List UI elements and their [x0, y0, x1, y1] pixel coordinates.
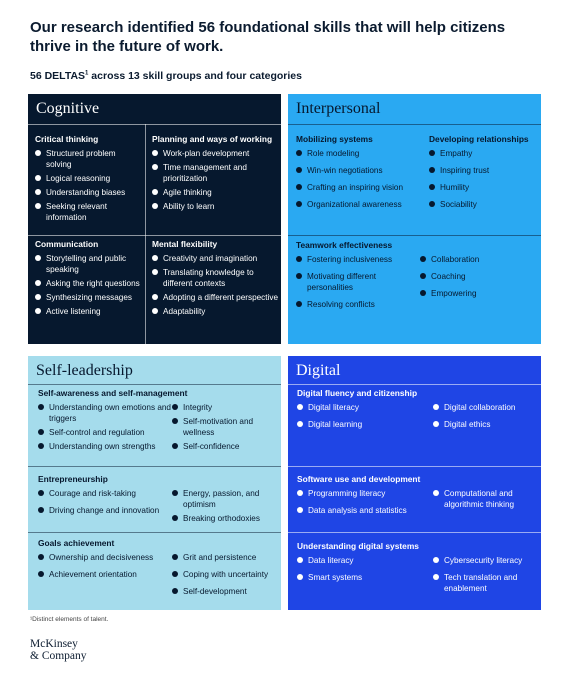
group-digital-fluency — [297, 388, 537, 436]
bullet-dot-icon — [297, 507, 303, 513]
cognitive-panel — [28, 94, 281, 344]
skill-item — [38, 488, 172, 499]
group-planning — [152, 134, 278, 215]
bullet-dot-icon — [297, 557, 303, 563]
skill-label: Translating knowledge to different contexts — [163, 268, 254, 288]
skill-item — [172, 552, 276, 563]
skill-item — [152, 292, 278, 303]
skill-list — [433, 402, 537, 436]
skill-label: Understanding own emotions and triggers — [49, 403, 171, 423]
skill-label: Time management and prioritization — [163, 163, 247, 183]
skill-item — [38, 441, 172, 452]
divider — [28, 384, 281, 385]
skill-item — [433, 488, 537, 510]
skill-label: Motivating different personalities — [307, 272, 377, 292]
bullet-dot-icon — [38, 571, 44, 577]
skill-label: Asking the right questions — [46, 279, 140, 288]
group-title: Planning and ways of working — [152, 134, 273, 144]
group-title: Software use and development — [297, 474, 421, 484]
skill-label: Tech translation and enablement — [444, 573, 518, 593]
skill-label: Smart systems — [308, 573, 363, 582]
skill-item — [297, 505, 433, 516]
skill-label: Adaptability — [163, 307, 206, 316]
bullet-dot-icon — [297, 490, 303, 496]
subtitle-main: 56 DELTAS — [30, 70, 86, 82]
skill-label: Sociability — [440, 200, 477, 209]
bullet-dot-icon — [172, 404, 178, 410]
skill-list — [38, 552, 172, 603]
skill-item — [35, 278, 143, 289]
skill-list — [38, 488, 172, 527]
bullet-dot-icon — [420, 290, 426, 296]
group-title: Teamwork effectiveness — [296, 240, 393, 250]
bullet-dot-icon — [429, 184, 435, 190]
skill-label: Role modeling — [307, 149, 360, 158]
interpersonal-panel — [288, 94, 541, 344]
bullet-dot-icon — [296, 273, 302, 279]
bullet-dot-icon — [35, 280, 41, 286]
skill-list — [296, 148, 424, 210]
bullet-dot-icon — [152, 269, 158, 275]
bullet-dot-icon — [152, 308, 158, 314]
skill-item — [172, 569, 276, 580]
skill-item — [38, 402, 172, 424]
skill-item — [433, 555, 537, 566]
bullet-dot-icon — [172, 554, 178, 560]
skill-label: Structured problem solving — [46, 149, 116, 169]
bullet-dot-icon — [429, 167, 435, 173]
skill-item — [297, 419, 433, 430]
group-title: Communication — [35, 239, 99, 249]
group-developing-relationships — [429, 134, 539, 216]
skill-label: Ability to learn — [163, 202, 215, 211]
skill-label: Self-confidence — [183, 442, 240, 451]
skill-item — [35, 253, 143, 275]
skill-label: Self-control and regulation — [49, 428, 145, 437]
skill-label: Synthesizing messages — [46, 293, 133, 302]
skill-label: Win-win negotiations — [307, 166, 383, 175]
divider — [288, 384, 541, 385]
skill-item — [152, 148, 278, 159]
cognitive-heading: Cognitive — [36, 100, 100, 117]
divider — [288, 532, 541, 533]
skill-label: Resolving conflicts — [307, 300, 375, 309]
skill-item — [152, 253, 278, 264]
bullet-dot-icon — [420, 273, 426, 279]
group-title: Self-awareness and self-management — [38, 388, 188, 398]
skill-label: Computational and algorithmic thinking — [444, 489, 515, 509]
bullet-dot-icon — [433, 421, 439, 427]
skill-item — [296, 148, 424, 159]
group-title: Goals achievement — [38, 538, 115, 548]
skill-item — [297, 402, 433, 413]
group-teamwork — [296, 240, 536, 316]
bullet-dot-icon — [296, 167, 302, 173]
bullet-dot-icon — [172, 588, 178, 594]
bullet-dot-icon — [172, 443, 178, 449]
skill-label: Storytelling and public speaking — [46, 254, 127, 274]
skill-label: Data analysis and statistics — [308, 506, 407, 515]
skill-item — [172, 586, 276, 597]
page-subtitle — [30, 70, 302, 82]
skill-item — [172, 441, 276, 452]
skill-label: Adopting a different perspective — [163, 293, 279, 302]
divider — [288, 235, 541, 236]
skill-label: Inspiring trust — [440, 166, 490, 175]
bullet-dot-icon — [433, 574, 439, 580]
bullet-dot-icon — [35, 294, 41, 300]
divider — [28, 532, 281, 533]
bullet-dot-icon — [172, 418, 178, 424]
skill-item — [35, 292, 143, 303]
skill-label: Digital literacy — [308, 403, 359, 412]
group-title: Mental flexibility — [152, 239, 218, 249]
bullet-dot-icon — [420, 256, 426, 262]
skill-item — [38, 505, 172, 516]
bullet-dot-icon — [152, 164, 158, 170]
self-leadership-panel — [28, 356, 281, 610]
bullet-dot-icon — [152, 150, 158, 156]
skill-item — [152, 267, 278, 289]
skill-list — [152, 253, 278, 317]
skill-label: Understanding biases — [46, 188, 126, 197]
skill-item — [35, 306, 143, 317]
bullet-dot-icon — [152, 255, 158, 261]
bullet-dot-icon — [172, 515, 178, 521]
skill-label: Cybersecurity literacy — [444, 556, 523, 565]
skill-list — [297, 488, 433, 522]
bullet-dot-icon — [429, 201, 435, 207]
bullet-dot-icon — [296, 150, 302, 156]
skill-label: Driving change and innovation — [49, 506, 160, 515]
skill-list — [35, 148, 141, 223]
skill-item — [38, 552, 172, 563]
bullet-dot-icon — [296, 301, 302, 307]
skill-item — [38, 569, 172, 580]
skill-label: Digital learning — [308, 420, 363, 429]
skill-label: Self-development — [183, 587, 247, 596]
group-digital-systems — [297, 541, 537, 600]
skill-item — [429, 165, 539, 176]
skill-item — [35, 187, 141, 198]
skill-item — [433, 419, 537, 430]
divider — [28, 235, 281, 236]
group-title: Developing relationships — [429, 134, 529, 144]
bullet-dot-icon — [38, 490, 44, 496]
skill-label: Active listening — [46, 307, 101, 316]
subtitle-rest: across 13 skill groups and four categories — [88, 70, 302, 82]
footnote: ¹Distinct elements of talent. — [30, 616, 109, 623]
bullet-dot-icon — [35, 203, 41, 209]
digital-panel — [288, 356, 541, 610]
skill-label: Empowering — [431, 289, 477, 298]
divider — [145, 124, 146, 344]
skill-list — [35, 253, 143, 317]
skill-item — [296, 199, 424, 210]
skill-label: Logical reasoning — [46, 174, 111, 183]
logo-line-2: & Company — [30, 650, 87, 662]
bullet-dot-icon — [429, 150, 435, 156]
group-mobilizing-systems — [296, 134, 424, 216]
skill-label: Achievement orientation — [49, 570, 137, 579]
divider — [288, 124, 541, 125]
skill-item — [296, 299, 420, 310]
skill-label: Courage and risk-taking — [49, 489, 136, 498]
interpersonal-heading: Interpersonal — [296, 100, 381, 117]
skill-list — [172, 402, 276, 455]
skill-item — [429, 199, 539, 210]
skill-item — [152, 306, 278, 317]
skill-label: Coaching — [431, 272, 466, 281]
bullet-dot-icon — [35, 175, 41, 181]
bullet-dot-icon — [38, 507, 44, 513]
bullet-dot-icon — [172, 490, 178, 496]
skill-list — [297, 555, 433, 600]
digital-heading: Digital — [296, 362, 341, 379]
skill-item — [429, 182, 539, 193]
skill-item — [172, 402, 276, 413]
bullet-dot-icon — [38, 429, 44, 435]
skill-item — [296, 271, 420, 293]
skill-label: Breaking orthodoxies — [183, 514, 260, 523]
group-entrepreneurship — [38, 474, 278, 527]
skill-label: Ownership and decisiveness — [49, 553, 154, 562]
divider — [28, 466, 281, 467]
bullet-dot-icon — [35, 308, 41, 314]
bullet-dot-icon — [152, 203, 158, 209]
skill-list — [297, 402, 433, 436]
bullet-dot-icon — [433, 490, 439, 496]
skill-item — [35, 173, 141, 184]
skill-list — [38, 402, 172, 455]
bullet-dot-icon — [38, 554, 44, 560]
bullet-dot-icon — [433, 404, 439, 410]
bullet-dot-icon — [297, 574, 303, 580]
group-title: Digital fluency and citizenship — [297, 388, 418, 398]
skill-label: Digital collaboration — [444, 403, 516, 412]
skill-item — [296, 254, 420, 265]
skill-item — [433, 572, 537, 594]
skill-list — [429, 148, 539, 210]
skill-item — [172, 488, 276, 510]
skill-item — [172, 416, 276, 438]
bullet-dot-icon — [296, 184, 302, 190]
bullet-dot-icon — [297, 421, 303, 427]
skill-item — [433, 402, 537, 413]
skill-item — [296, 165, 424, 176]
skill-item — [172, 513, 276, 524]
skill-item — [152, 187, 278, 198]
bullet-dot-icon — [297, 404, 303, 410]
skill-list — [152, 148, 278, 212]
group-communication — [35, 239, 143, 320]
skill-label: Collaboration — [431, 255, 480, 264]
divider — [28, 124, 281, 125]
skill-list — [172, 552, 276, 603]
group-goals-achievement — [38, 538, 278, 603]
bullet-dot-icon — [38, 443, 44, 449]
bullet-dot-icon — [152, 189, 158, 195]
bullet-dot-icon — [296, 201, 302, 207]
skill-item — [297, 572, 433, 583]
skill-label: Data literacy — [308, 556, 354, 565]
skill-label: Crafting an inspiring vision — [307, 183, 404, 192]
skill-item — [297, 488, 433, 499]
skill-label: Integrity — [183, 403, 213, 412]
skill-label: Creativity and imagination — [163, 254, 258, 263]
subtitle-footnote-mark: 1 — [85, 70, 89, 77]
skill-item — [152, 201, 278, 212]
skill-label: Digital ethics — [444, 420, 491, 429]
bullet-dot-icon — [152, 294, 158, 300]
logo-line-1: McKinsey — [30, 638, 78, 650]
self-leadership-heading: Self-leadership — [36, 362, 133, 379]
skill-label: Empathy — [440, 149, 473, 158]
group-self-awareness — [38, 388, 278, 455]
skill-item — [296, 182, 424, 193]
skill-label: Coping with uncertainty — [183, 570, 269, 579]
bullet-dot-icon — [38, 404, 44, 410]
skill-item — [297, 555, 433, 566]
skill-item — [420, 254, 530, 265]
skill-item — [429, 148, 539, 159]
bullet-dot-icon — [296, 256, 302, 262]
skill-label: Humility — [440, 183, 470, 192]
group-title: Understanding digital systems — [297, 541, 419, 551]
bullet-dot-icon — [35, 189, 41, 195]
group-software-use — [297, 474, 537, 522]
skill-label: Organizational awareness — [307, 200, 402, 209]
page-title: Our research identified 56 foundational skills that will help citizens thrive in the future of work. — [30, 19, 506, 55]
skill-list — [296, 254, 420, 316]
mckinsey-logo — [30, 638, 87, 662]
divider — [288, 466, 541, 467]
skill-item — [38, 427, 172, 438]
skill-label: Programming literacy — [308, 489, 386, 498]
bullet-dot-icon — [35, 255, 41, 261]
group-title: Mobilizing systems — [296, 134, 373, 144]
skill-list — [433, 488, 537, 522]
skill-item — [420, 271, 530, 282]
group-title: Entrepreneurship — [38, 474, 108, 484]
skill-label: Seeking relevant information — [46, 202, 107, 222]
bullet-dot-icon — [172, 571, 178, 577]
group-critical-thinking — [35, 134, 141, 226]
skill-label: Agile thinking — [163, 188, 212, 197]
skill-label: Self-motivation and wellness — [183, 417, 254, 437]
skill-item — [420, 288, 530, 299]
skill-label: Work-plan development — [163, 149, 250, 158]
skill-list — [172, 488, 276, 527]
skill-label: Fostering inclusiveness — [307, 255, 393, 264]
skill-label: Energy, passion, and optimism — [183, 489, 260, 509]
group-mental-flexibility — [152, 239, 278, 320]
skill-item — [152, 162, 278, 184]
skill-list — [433, 555, 537, 600]
skill-list — [420, 254, 530, 316]
skill-item — [35, 201, 141, 223]
skill-label: Grit and persistence — [183, 553, 257, 562]
bullet-dot-icon — [433, 557, 439, 563]
bullet-dot-icon — [35, 150, 41, 156]
group-title: Critical thinking — [35, 134, 99, 144]
skill-item — [35, 148, 141, 170]
skill-label: Understanding own strengths — [49, 442, 156, 451]
